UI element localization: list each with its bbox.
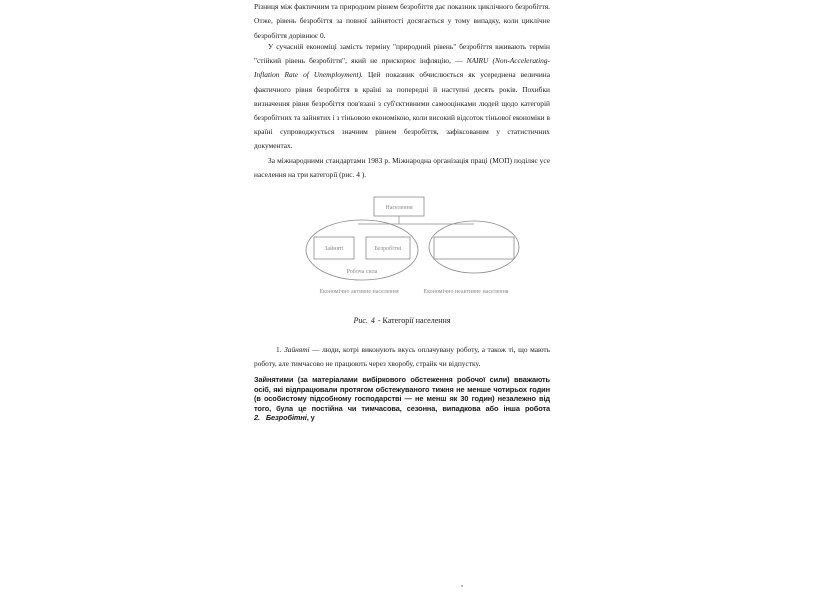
page-footer-mark [461,585,463,587]
paragraph-ilo-standards [254,154,550,182]
paragraph-employed-definition [254,343,550,372]
text-span: Цей показник обчислюється як усереднена величина фактичного рівня безробіття в країні за попередні й наступні десять років. Похибки визначення рівня безробіття пов'язані з суб'єктивними самооцінками людей щодо категорій безробітних та зайнятих і з тіньовою економікою, коли високий відсоток тіньової економіки в країні супроводжується значним рівнем безробіття, зафіксованим у статистичних документах. [254,70,551,151]
unemployed-term: Безробітні [265,413,307,423]
paragraph-text: Різниця між фактичним та природним рівнем безробіття дає показник циклічного безробіття. Отже, рівень безробіття за повної зайнятості досягається у тому випадку, коли циклічне безробіття дорівнює 0. [254,2,550,40]
caption-text: - Категорії населення [377,316,451,325]
list-number: 1. [276,345,285,354]
figure-caption [254,316,550,325]
paragraph-text [254,40,550,154]
paragraph-text [254,375,550,423]
text-span: У сучасній економіці замість терміну "природний рівень" безробіття вживають термін "стійкий рівень безробіття", який не прискорює інфляцію, — [254,42,550,66]
paragraph-employed-survey [254,375,550,423]
text-span: — люди, котрі виконують вкусь оплачувану роботу, а також ті, що мають роботу, але тимчасово не працюють через хворобу, страйк чи відпустку. [254,345,551,369]
caption-prefix: Рис. [353,316,368,325]
inactive-population-label: Економічно неактивне населення [423,289,509,295]
population-categories-diagram [300,190,526,300]
paragraph-text: За міжнародними стандартами 1983 р. Міжнародна організація праці (МОП) поділяє усе населення на три категорії (рис. 4 ). [254,156,550,180]
unemployed-label: Безробітні [374,246,402,252]
inactive-population-ellipse [429,221,519,273]
employed-term: Зайняті [284,345,310,354]
nairu-term: NAIRU (Non-Accelerating-Inflation Rate of Unemployment). [254,56,550,80]
population-label: Населення [385,205,413,211]
employed-label: Зайняті [324,246,344,252]
paragraph-text [254,343,550,372]
text-span: , у [306,413,315,423]
list-number: 2. [254,413,260,423]
paragraph-cyclical-unemployment [254,0,550,43]
active-population-label: Економічно активне населення [319,289,399,295]
labor-force-label: Робоча сила [346,269,378,275]
text-span: Зайнятими (за матеріалами вибіркового обстеження робочої сили) вважають осіб, які відпрацювали протягом обстежуваного тижня не менше чотирьох годин (в особистому підсобному господарстві — не менш як 30 годин) незалежно від того, була це постійна чи тимчасова, сезонна, випадкова або інша робота [254,375,550,413]
inactive-box [434,237,514,259]
paragraph-nairu [254,40,550,154]
caption-number: 4 [370,316,375,325]
